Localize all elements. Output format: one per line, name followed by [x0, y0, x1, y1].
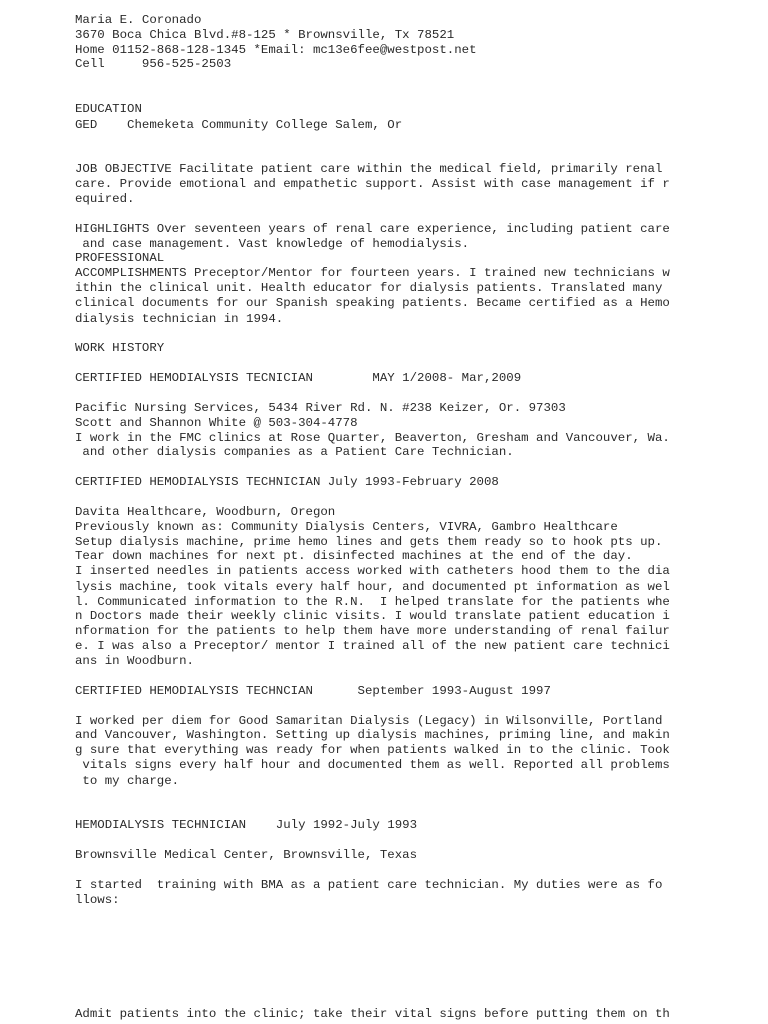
job-detail-line: Previously known as: Community Dialysis Centers, VIVRA, Gambro Healthcare [75, 520, 618, 534]
job-detail-line: n Doctors made their weekly clinic visits. I would translate patient education i [75, 609, 670, 623]
home-phone-email: Home 01152-868-128-1345 *Email: mc13e6fee@westpost.net [75, 43, 477, 57]
highlights-line: PROFESSIONAL [75, 251, 165, 265]
job-title: CERTIFIED HEMODIALYSIS TECHNICIAN July 1993-February 2008 [75, 475, 499, 489]
highlights-line: clinical documents for our Spanish speaking patients. Became certified as a Hemo [75, 296, 670, 310]
job-detail-line: vitals signs every half hour and documented them as well. Reported all problems [75, 758, 670, 772]
highlights-line: and case management. Vast knowledge of hemodialysis. [75, 237, 470, 251]
job-detail-line: g sure that everything was ready for when patients walked in to the clinic. Took [75, 743, 670, 757]
education-entry: GED Chemeketa Community College Salem, Or [75, 118, 403, 132]
job-employer: Brownsville Medical Center, Brownsville, Texas [75, 848, 418, 862]
job-detail-line: Admit patients into the clinic; take their vital signs before putting them on th [75, 1007, 670, 1021]
job-detail-line: Scott and Shannon White @ 503-304-4778 [75, 416, 358, 430]
highlights-line: ACCOMPLISHMENTS Preceptor/Mentor for fourteen years. I trained new technicians w [75, 266, 670, 280]
job-detail-line: ans in Woodburn. [75, 654, 194, 668]
job-detail-line: Tear down machines for next pt. disinfected machines at the end of the day. [75, 549, 633, 563]
highlights-line: dialysis technician in 1994. [75, 312, 284, 326]
objective-line: JOB OBJECTIVE Facilitate patient care within the medical field, primarily renal [75, 162, 663, 176]
objective-line: equired. [75, 192, 135, 206]
mailing-address: 3670 Boca Chica Blvd.#8-125 * Brownsville, Tx 78521 [75, 28, 455, 42]
job-detail-line: and Vancouver, Washington. Setting up dialysis machines, priming line, and makin [75, 728, 670, 742]
job-detail-line: l. Communicated information to the R.N. I helped translate for the patients whe [75, 595, 670, 609]
objective-line: care. Provide emotional and empathetic support. Assist with case management if r [75, 177, 670, 191]
cell-phone: Cell 956-525-2503 [75, 57, 232, 71]
job-detail-line: to my charge. [75, 774, 180, 788]
job-detail-line: lysis machine, took vitals every half hour, and documented pt information as wel [75, 580, 670, 594]
job-detail-line: I started training with BMA as a patient care technician. My duties were as fo [75, 878, 663, 892]
applicant-name: Maria E. Coronado [75, 13, 202, 27]
job-title: HEMODIALYSIS TECHNICIAN July 1992-July 1993 [75, 818, 418, 832]
education-heading: EDUCATION [75, 102, 142, 116]
job-detail-line: llows: [75, 893, 120, 907]
job-detail-line: Davita Healthcare, Woodburn, Oregon [75, 505, 336, 519]
job-title: CERTIFIED HEMODIALYSIS TECNICIAN MAY 1/2008- Mar,2009 [75, 371, 522, 385]
work-history-heading: WORK HISTORY [75, 341, 165, 355]
job-detail-line: Pacific Nursing Services, 5434 River Rd. N. #238 Keizer, Or. 97303 [75, 401, 566, 415]
highlights-line: HIGHLIGHTS Over seventeen years of renal care experience, including patient care [75, 222, 670, 236]
job-detail-line: I worked per diem for Good Samaritan Dialysis (Legacy) in Wilsonville, Portland [75, 714, 663, 728]
job-detail-line: Setup dialysis machine, prime hemo lines and gets them ready so to hook pts up. [75, 535, 663, 549]
job-detail-line: I work in the FMC clinics at Rose Quarter, Beaverton, Gresham and Vancouver, Wa. [75, 431, 670, 445]
job-detail-line: nformation for the patients to help them have more understanding of renal failur [75, 624, 670, 638]
job-title: CERTIFIED HEMODIALYSIS TECHNCIAN September 1993-August 1997 [75, 684, 551, 698]
job-detail-line: I inserted needles in patients access worked with catheters hood them to the dia [75, 564, 670, 578]
job-detail-line: and other dialysis companies as a Patient Care Technician. [75, 445, 514, 459]
highlights-line: ithin the clinical unit. Health educator for dialysis patients. Translated many [75, 281, 663, 295]
job-detail-line: e. I was also a Preceptor/ mentor I trained all of the new patient care technici [75, 639, 670, 653]
